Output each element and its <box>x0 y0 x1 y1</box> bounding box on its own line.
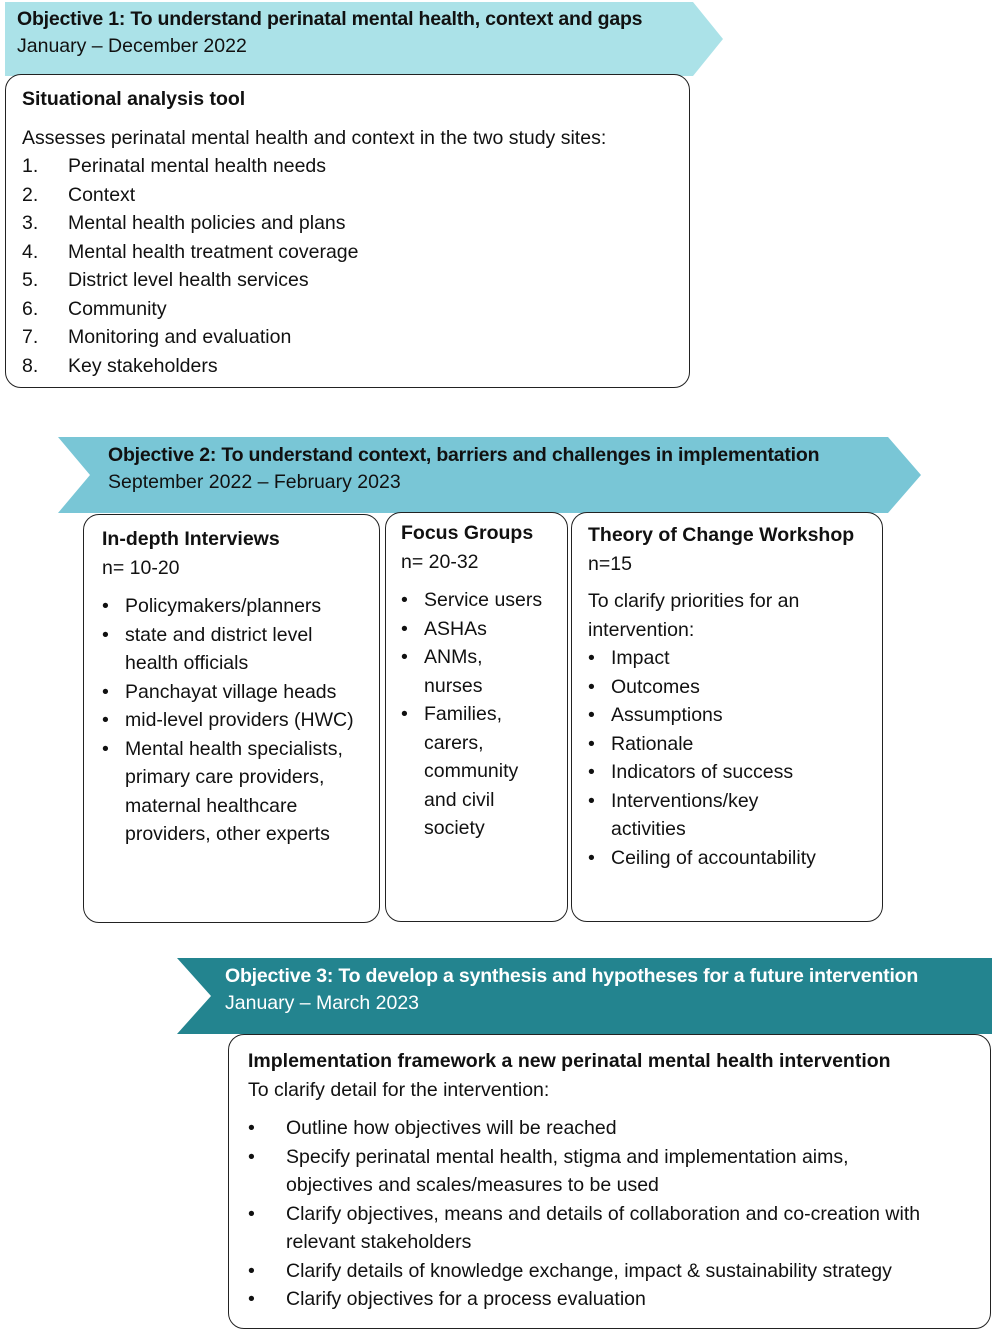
implementation-framework-heading: Implementation framework a new perinatal mental health intervention <box>248 1050 891 1072</box>
list-item: 3. Mental health policies and plans <box>22 212 346 234</box>
situational-analysis-intro: Assesses perinatal mental health and context in the two study sites: <box>22 126 607 149</box>
interviews-box <box>83 514 380 923</box>
list-item: • Assumptions <box>588 704 723 726</box>
situational-analysis-box <box>5 74 690 388</box>
list-item: 2. Context <box>22 183 136 206</box>
implementation-framework-box <box>228 1034 991 1329</box>
situational-analysis-list <box>22 152 689 380</box>
list-item: • ASHAs <box>401 617 487 640</box>
list-item: • Panchayat village heads <box>102 680 337 703</box>
list-item: • Clarify objectives, means and details of collaboration and co-creation with relevant stakeholders <box>248 1202 921 1253</box>
list-item: 8. Key stakeholders <box>22 354 218 377</box>
list-item: 7. Monitoring and evaluation <box>22 326 292 348</box>
interviews-heading: In-depth Interviews <box>102 528 280 550</box>
focus-groups-heading: Focus Groups <box>401 522 534 544</box>
implementation-framework-list <box>248 1114 980 1314</box>
focus-groups-box <box>385 512 568 922</box>
objective2-title: Objective 2: To understand context, barriers and challenges in implementation <box>108 444 820 466</box>
list-item: • Outcomes <box>588 675 700 698</box>
list-item: • state and district level health officials <box>102 623 313 674</box>
list-item: • Mental health specialists, primary care providers, maternal healthcare providers, other experts <box>102 737 343 845</box>
implementation-framework-intro: To clarify detail for the intervention: <box>248 1078 550 1101</box>
list-item: • Indicators of success <box>588 761 794 783</box>
list-item: 5. District level health services <box>22 269 309 291</box>
objective2-banner <box>58 437 921 513</box>
interviews-list <box>102 592 371 849</box>
objective3-banner <box>177 958 992 1034</box>
list-item: • Policymakers/planners <box>102 595 322 617</box>
list-item: 6. Community <box>22 297 167 320</box>
list-item: • Service users <box>401 589 543 611</box>
list-item: • mid-level providers (HWC) <box>102 709 354 731</box>
list-item: • Impact <box>588 647 670 669</box>
list-item: • Clarify objectives for a process evaluation <box>248 1288 646 1310</box>
list-item: • Specify perinatal mental health, stigma and implementation aims, objectives and scales/measures to be used <box>248 1145 849 1196</box>
theory-of-change-heading: Theory of Change Workshop <box>588 524 855 546</box>
theory-of-change-list <box>588 644 874 872</box>
list-item: • Clarify details of knowledge exchange, impact & sustainability strategy <box>248 1259 892 1282</box>
list-item: • Rationale <box>588 732 694 755</box>
theory-of-change-intro: To clarify priorities for an intervention: <box>588 590 800 641</box>
theory-of-change-box <box>571 512 883 922</box>
list-item: • Families, carers, community and civil society <box>401 703 519 839</box>
interviews-n: n= 10-20 <box>102 556 180 579</box>
list-item: 1. Perinatal mental health needs <box>22 155 327 177</box>
list-item: • ANMs, nurses <box>401 646 483 697</box>
objective3-dates: January – March 2023 <box>225 992 420 1014</box>
theory-of-change-n: n=15 <box>588 552 632 575</box>
list-item: • Interventions/key activities <box>588 789 759 840</box>
situational-analysis-heading: Situational analysis tool <box>22 88 246 110</box>
objective2-dates: September 2022 – February 2023 <box>108 471 401 493</box>
focus-groups-n: n= 20-32 <box>401 550 479 573</box>
objective1-title: Objective 1: To understand perinatal mental health, context and gaps <box>17 8 643 30</box>
list-item: 4. Mental health treatment coverage <box>22 240 359 263</box>
objective1-banner <box>5 2 723 76</box>
objective1-dates: January – December 2022 <box>17 35 247 57</box>
objective3-title: Objective 3: To develop a synthesis and hypotheses for a future intervention <box>225 965 919 987</box>
list-item: • Ceiling of accountability <box>588 846 816 869</box>
list-item: • Outline how objectives will be reached <box>248 1117 617 1139</box>
focus-groups-list <box>401 586 561 843</box>
